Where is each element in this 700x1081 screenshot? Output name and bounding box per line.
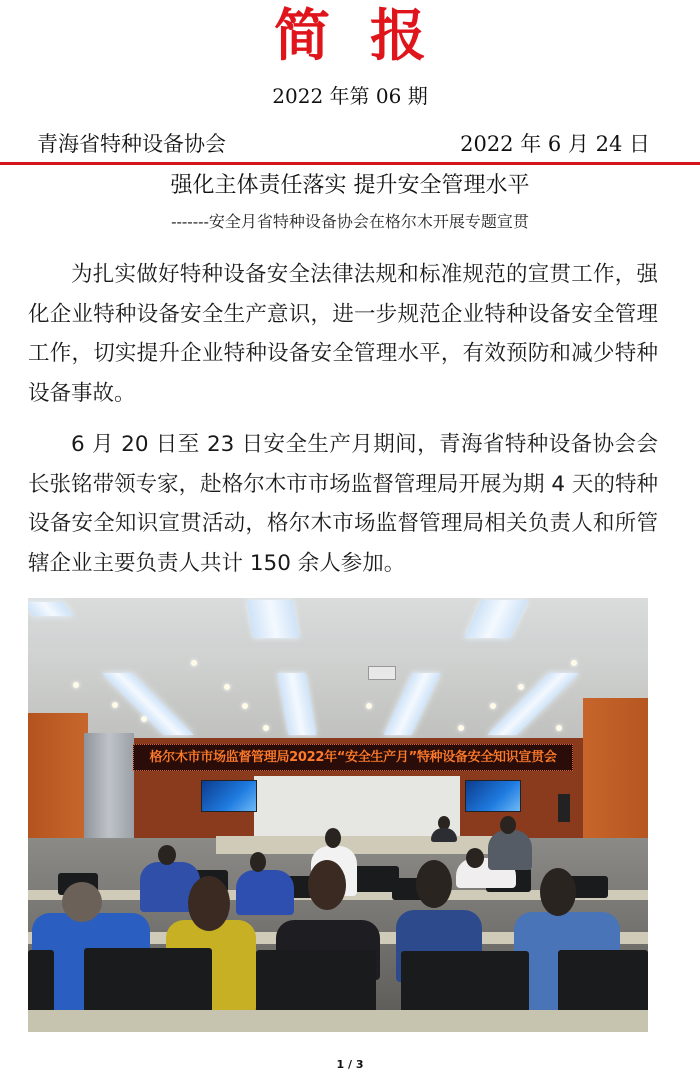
spotlight: [490, 703, 496, 709]
attendee-head: [250, 852, 266, 872]
attendee-head: [466, 848, 484, 868]
issue-number: 2022 年第 06 期: [272, 84, 428, 108]
spotlight: [458, 725, 464, 731]
spotlight: [141, 716, 147, 722]
article-paragraph: 6 月 20 日至 23 日安全生产月期间，青海省特种设备协会会长张铭带领专家，赴格尔木市市场监督管理局开展为期 4 天的特种设备安全知识宣贯活动，格尔木市场监督管理局相关负责人和所管辖企业主要负责人共计 150 余人参加。: [28, 432, 658, 576]
masthead-title: 简报: [274, 4, 466, 69]
publication-date: 2022 年 6 月 24 日: [460, 132, 650, 156]
tv-screen-left: [201, 780, 257, 812]
spotlight: [556, 725, 562, 731]
speaker: [558, 794, 570, 822]
attendee-head: [325, 828, 341, 848]
article-title: 强化主体责任落实 提升安全管理水平: [170, 173, 530, 198]
attendee-head: [158, 845, 176, 865]
ceiling-light: [247, 600, 300, 638]
spotlight: [518, 684, 524, 690]
speaker-person: [431, 828, 457, 842]
spotlight: [242, 703, 248, 709]
attendee-head: [62, 882, 102, 922]
article-paragraph: 为扎实做好特种设备安全法律法规和标准规范的宣贯工作，强化企业特种设备安全生产意识，进一步规范企业特种设备安全管理工作，切实提升企业特种设备安全管理水平，有效预防和减少特种设备事故。: [28, 262, 658, 406]
spotlight: [73, 682, 79, 688]
attendee-head: [500, 816, 516, 834]
attendee-head: [308, 860, 346, 910]
spotlight: [191, 660, 197, 666]
spotlight: [366, 703, 372, 709]
header-divider: [0, 162, 700, 165]
spotlight: [112, 702, 118, 708]
attendee-head: [188, 876, 230, 931]
attendee-head: [540, 868, 576, 916]
attendee: [488, 830, 532, 870]
tv-screen-right: [465, 780, 521, 812]
page-number: 1 / 3: [336, 1058, 364, 1071]
front-desk: [28, 1010, 648, 1032]
meeting-photo: [28, 598, 648, 1032]
attendee-head: [416, 860, 452, 908]
spotlight: [571, 660, 577, 666]
spotlight: [263, 725, 269, 731]
front-panel: [254, 776, 460, 836]
curtain: [84, 733, 134, 843]
article-subtitle: -------安全月省特种设备协会在格尔木开展专题宣贯: [171, 212, 529, 231]
spotlight: [224, 684, 230, 690]
led-banner: 格尔木市市场监督管理局2022年“安全生产月”特种设备安全知识宣贯会: [133, 744, 573, 771]
attendee: [236, 870, 294, 915]
projector: [368, 666, 396, 680]
organization-name: 青海省特种设备协会: [37, 132, 226, 156]
